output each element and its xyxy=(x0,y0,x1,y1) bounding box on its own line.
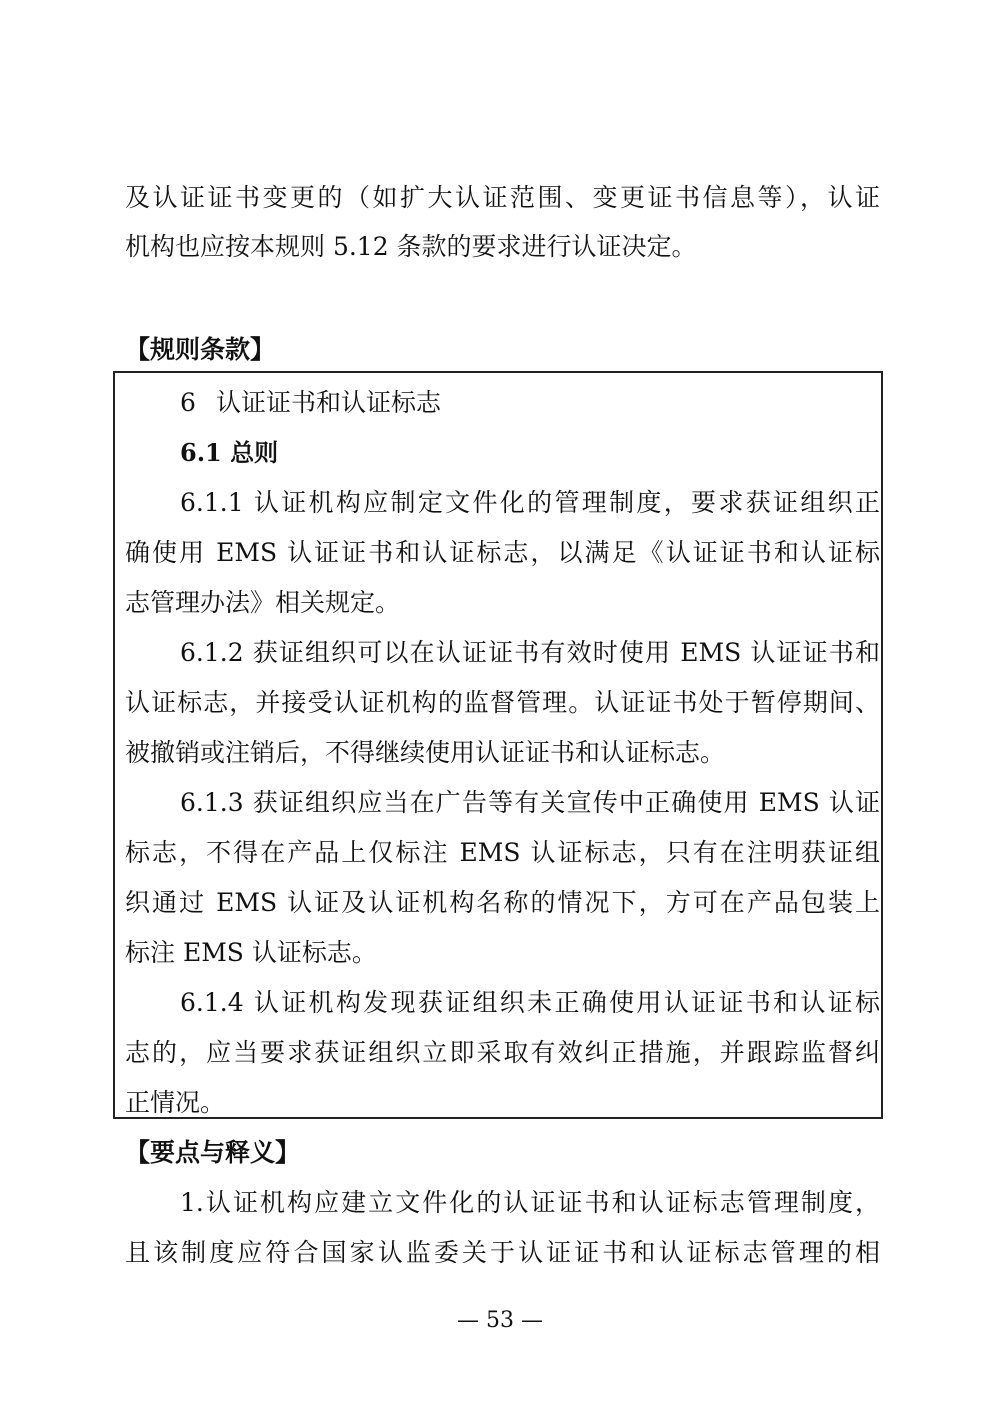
rules-heading: 【规则条款】 xyxy=(125,335,276,364)
intro-line-2: 机构也应按本规则 5.12 条款的要求进行认证决定。 xyxy=(125,232,697,261)
clause-6-1-3-line-1: 6.1.3 获证组织应当在广告等有关宣传中正确使用 EMS 认证 xyxy=(180,788,880,817)
clause-6-1-4-line-2: 志的，应当要求获证组织立即采取有效纠正措施，并跟踪监督纠 xyxy=(125,1038,880,1067)
clause-6-1-4-line-1: 6.1.4 认证机构发现获证组织未正确使用认证证书和认证标 xyxy=(180,988,880,1017)
clause-6-1-3-line-3: 织通过 EMS 认证及认证机构名称的情况下，方可在产品包装上 xyxy=(125,888,880,917)
section-number: 6 xyxy=(180,388,196,417)
intro-line-1: 及认证证书变更的（如扩大认证范围、变更证书信息等），认证 xyxy=(125,183,880,212)
section-title xyxy=(180,386,441,420)
clause-6-1-3-line-4: 标注 EMS 认证标志。 xyxy=(125,938,377,967)
clause-6-1-2-line-3: 被撤销或注销后，不得继续使用认证证书和认证标志。 xyxy=(125,738,726,767)
notes-heading: 【要点与释义】 xyxy=(125,1138,301,1167)
clause-6-1-2-line-2: 认证标志，并接受认证机构的监督管理。认证证书处于暂停期间、 xyxy=(125,688,880,717)
clause-6-1-1-line-2: 确使用 EMS 认证证书和认证标志，以满足《认证证书和认证标 xyxy=(125,538,880,567)
page-number: — 53 — xyxy=(457,1308,543,1333)
clause-6-1-2-line-1: 6.1.2 获证组织可以在认证证书有效时使用 EMS 认证证书和 xyxy=(180,638,880,667)
section-title-text: 认证证书和认证标志 xyxy=(216,388,442,417)
clause-6-1-3-line-2: 标志，不得在产品上仅标注 EMS 认证标志，只有在注明获证组 xyxy=(125,838,880,867)
notes-line-2: 且该制度应符合国家认监委关于认证证书和认证标志管理的相 xyxy=(125,1238,880,1267)
notes-line-1: 1.认证机构应建立文件化的认证证书和认证标志管理制度， xyxy=(180,1188,880,1217)
clause-6-1-1-line-1: 6.1.1 认证机构应制定文件化的管理制度，要求获证组织正 xyxy=(180,488,880,517)
clause-6-1-4-line-3: 正情况。 xyxy=(125,1088,226,1117)
clause-6-1-1-line-3: 志管理办法》相关规定。 xyxy=(125,588,401,617)
subsection-title: 6.1 总则 xyxy=(180,438,279,467)
